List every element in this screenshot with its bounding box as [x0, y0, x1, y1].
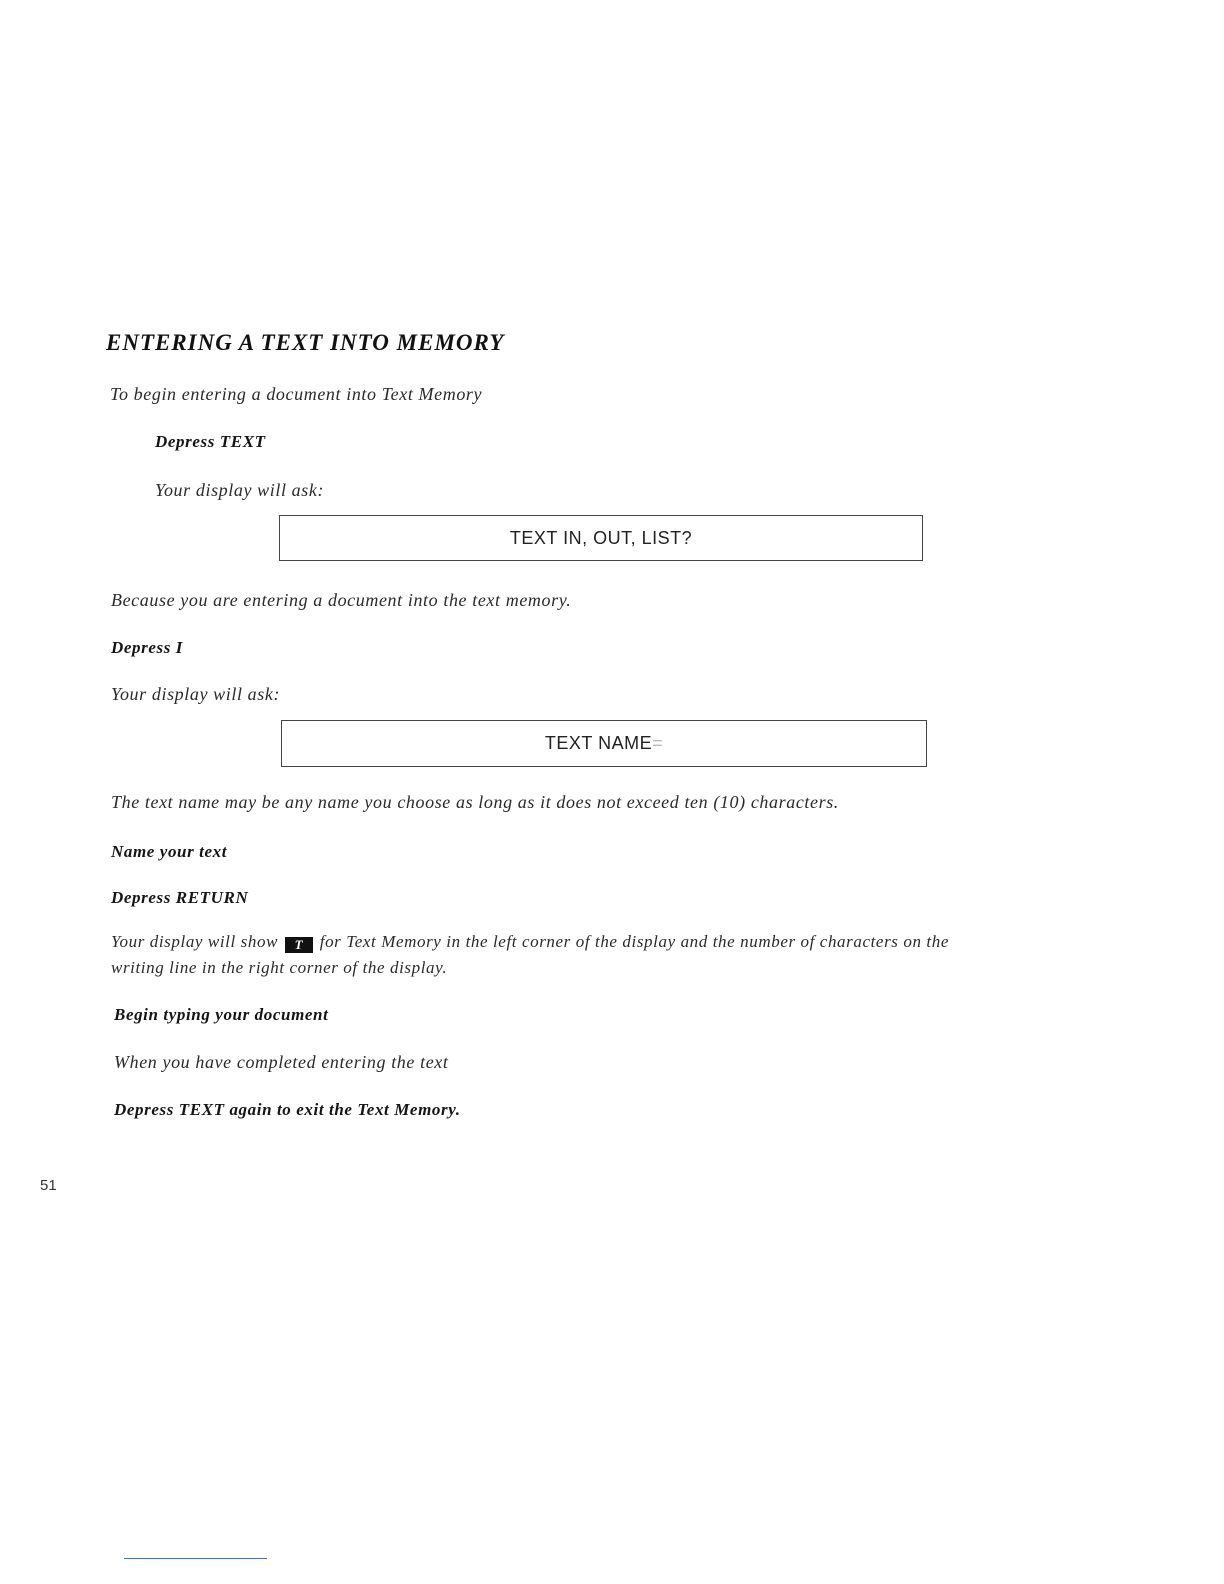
display-text-1: TEXT IN, OUT, LIST? — [509, 527, 693, 548]
text-memory-icon: T — [285, 937, 313, 953]
instruction-name-text: Name your text — [111, 842, 228, 861]
instruction-begin-typing: Begin typing your document — [114, 1005, 329, 1024]
display-screen-text-name — [281, 720, 927, 767]
when-done-text: When you have completed entering the text — [114, 1052, 449, 1072]
page-number: 51 — [40, 1177, 57, 1194]
instruction-depress-text: Depress TEXT — [155, 432, 266, 451]
instruction-depress-i: Depress I — [111, 638, 183, 657]
display-show-line-2: writing line in the right corner of the display. — [111, 958, 448, 977]
display-text-2: TEXT NAME= — [544, 733, 664, 753]
display-screen-text-in-out-list — [279, 515, 923, 561]
because-text: Because you are entering a document into the text memory. — [111, 590, 572, 610]
instruction-exit-text-memory: Depress TEXT again to exit the Text Memory. — [114, 1100, 461, 1119]
intro-text: To begin entering a document into Text Memory — [110, 384, 483, 404]
instruction-depress-return: Depress RETURN — [111, 888, 249, 907]
name-rule-text: The text name may be any name you choose as long as it does not exceed ten (10) characters. — [111, 792, 839, 812]
display-show-line-1: Your display will show T for Text Memory in the left corner of the display and the number of characters on the — [111, 932, 949, 952]
display-prompt-1: Your display will ask: — [155, 480, 325, 500]
display-prompt-2: Your display will ask: — [111, 684, 281, 704]
bottom-rule — [124, 1558, 267, 1559]
page-title: ENTERING A TEXT INTO MEMORY — [106, 330, 505, 355]
